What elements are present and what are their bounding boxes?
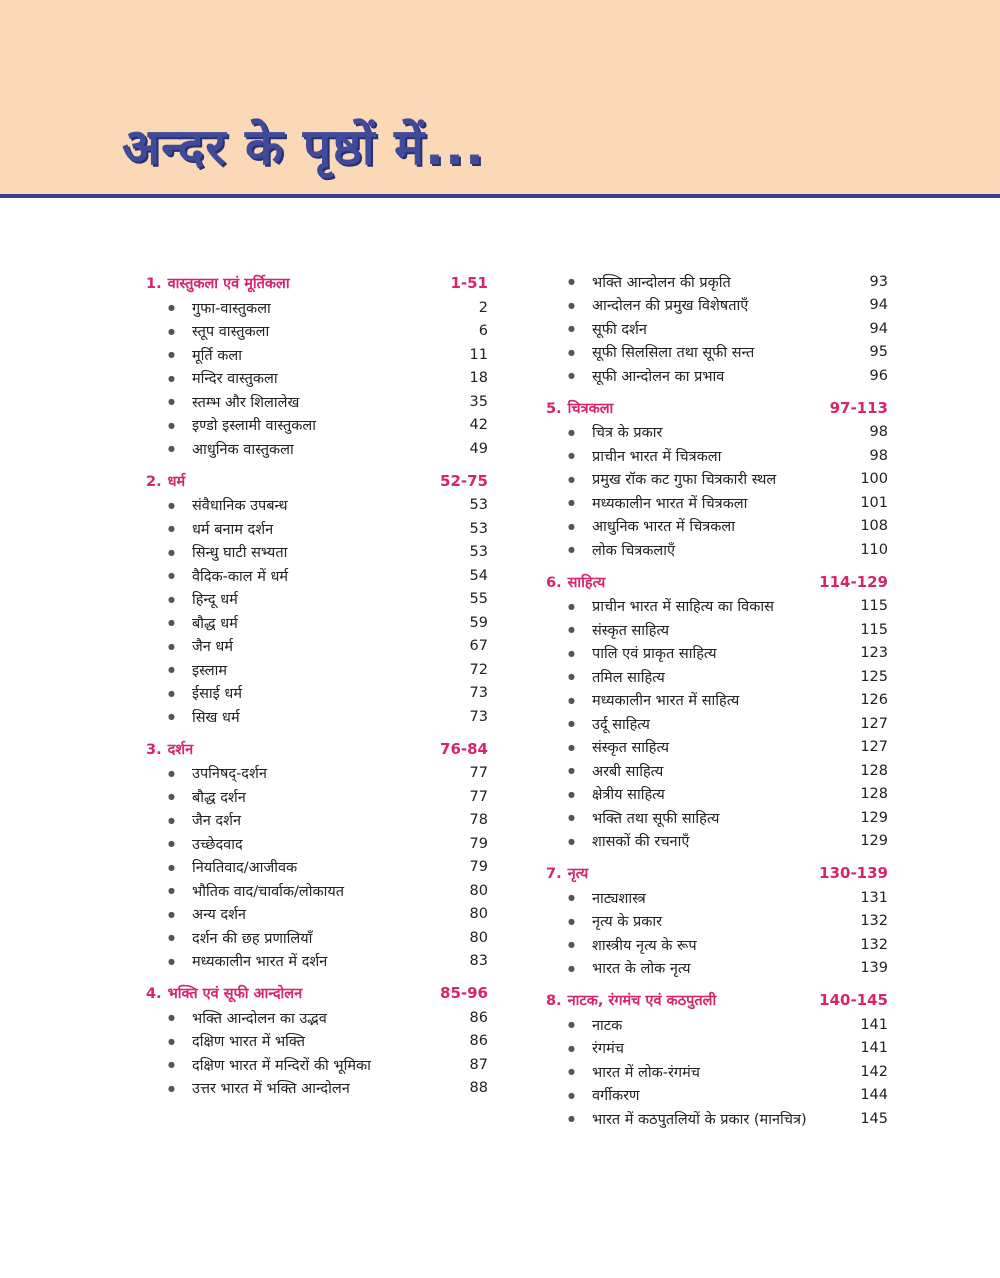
toc-entry[interactable] xyxy=(546,595,888,619)
bullet-icon: ● xyxy=(568,648,575,658)
bullet-icon: ● xyxy=(168,373,175,383)
entry-page-number: 79 xyxy=(469,835,488,852)
bullet-icon: ● xyxy=(168,792,175,802)
toc-entry[interactable] xyxy=(546,665,888,689)
entry-label: चित्र के प्रकार xyxy=(592,425,663,442)
entry-label: स्तूप वास्तुकला xyxy=(192,324,270,341)
bullet-icon: ● xyxy=(568,498,575,508)
entry-label: सूफी आन्दोलन का प्रभाव xyxy=(592,368,725,385)
bullet-icon: ● xyxy=(568,1114,575,1124)
toc-entry[interactable] xyxy=(546,515,888,539)
entry-label: संवैधानिक उपबन्ध xyxy=(192,498,288,515)
section-page-range: 130-139 xyxy=(819,864,888,882)
entry-page-number: 93 xyxy=(869,273,888,290)
toc-entry[interactable] xyxy=(146,541,488,565)
toc-entry[interactable] xyxy=(146,367,488,391)
entry-label: शासकों की रचनाएँ xyxy=(592,834,690,851)
entry-label: हिन्दू धर्म xyxy=(192,592,238,609)
bullet-icon: ● xyxy=(168,444,175,454)
entry-page-number: 86 xyxy=(469,1009,488,1026)
section-number: 1. xyxy=(146,276,162,292)
toc-entry[interactable] xyxy=(546,1107,888,1131)
section-heading[interactable] xyxy=(546,860,888,886)
entry-label: मूर्ति कला xyxy=(192,347,243,364)
entry-label: उर्दू साहित्य xyxy=(592,716,650,733)
section-number: 4. xyxy=(146,986,162,1002)
bullet-icon: ● xyxy=(168,350,175,360)
entry-label: पालि एवं प्राकृत साहित्य xyxy=(592,646,717,663)
entry-page-number: 6 xyxy=(478,323,488,340)
entry-label: उत्तर भारत में भक्ति आन्दोलन xyxy=(192,1081,350,1098)
entry-page-number: 54 xyxy=(469,567,488,584)
entry-label: भक्ति तथा सूफी साहित्य xyxy=(592,810,720,827)
entry-page-number: 126 xyxy=(860,692,888,709)
toc-entry[interactable] xyxy=(146,320,488,344)
toc-entry[interactable] xyxy=(146,762,488,786)
toc-entry[interactable] xyxy=(546,806,888,830)
bullet-icon: ● xyxy=(168,303,175,313)
entry-page-number: 78 xyxy=(469,812,488,829)
entry-label: बौद्ध दर्शन xyxy=(192,789,246,806)
toc-section xyxy=(546,569,888,854)
entry-page-number: 144 xyxy=(860,1087,888,1104)
entry-label: प्राचीन भारत में साहित्य का विकास xyxy=(592,599,774,616)
toc-entry[interactable] xyxy=(146,564,488,588)
entry-page-number: 141 xyxy=(860,1016,888,1033)
entry-label: दक्षिण भारत में भक्ति xyxy=(192,1034,305,1051)
entry-page-number: 108 xyxy=(860,518,888,535)
entry-page-number: 80 xyxy=(469,882,488,899)
toc-entry[interactable] xyxy=(146,414,488,438)
entry-label: भारत में कठपुतलियों के प्रकार (मानचित्र) xyxy=(592,1111,807,1128)
entry-label: इण्डो इस्लामी वास्तुकला xyxy=(192,418,316,435)
entry-label: संस्कृत साहित्य xyxy=(592,740,670,757)
toc-entry[interactable] xyxy=(146,635,488,659)
entry-page-number: 98 xyxy=(869,424,888,441)
section-title: नृत्य xyxy=(567,866,589,882)
toc-entry[interactable] xyxy=(146,682,488,706)
toc-section xyxy=(546,860,888,980)
toc-entry[interactable] xyxy=(546,689,888,713)
entry-label: मध्यकालीन भारत में चित्रकला xyxy=(592,495,748,512)
section-heading[interactable] xyxy=(146,468,488,494)
section-page-range: 140-145 xyxy=(819,991,888,1009)
entry-page-number: 98 xyxy=(869,447,888,464)
entry-page-number: 73 xyxy=(469,685,488,702)
entry-label: भौतिक वाद/चार्वाक/लोकायत xyxy=(192,883,345,900)
toc-entry[interactable] xyxy=(546,421,888,445)
entry-page-number: 87 xyxy=(469,1056,488,1073)
bullet-icon: ● xyxy=(568,371,575,381)
entry-page-number: 49 xyxy=(469,440,488,457)
toc-entry[interactable] xyxy=(146,658,488,682)
bullet-icon: ● xyxy=(568,695,575,705)
bullet-icon: ● xyxy=(568,789,575,799)
entry-label: मध्यकालीन भारत में दर्शन xyxy=(192,954,328,971)
toc-entry[interactable] xyxy=(546,1084,888,1108)
bullet-icon: ● xyxy=(168,1036,175,1046)
entry-page-number: 125 xyxy=(860,668,888,685)
bullet-icon: ● xyxy=(168,571,175,581)
entry-label: लोक चित्रकलाएँ xyxy=(592,542,676,559)
entry-label: नाटक xyxy=(592,1017,623,1034)
bullet-icon: ● xyxy=(168,862,175,872)
entry-label: सूफी सिलसिला तथा सूफी सन्त xyxy=(592,345,755,362)
page-title: अन्दर के पृष्ठों में... xyxy=(122,118,485,176)
bullet-icon: ● xyxy=(168,815,175,825)
entry-label: नाट्यशास्त्र xyxy=(592,890,646,907)
entry-label: क्षेत्रीय साहित्य xyxy=(592,787,665,804)
entry-label: दर्शन की छह प्रणालियाँ xyxy=(192,930,313,947)
toc-entry[interactable] xyxy=(146,856,488,880)
toc-section xyxy=(146,468,488,729)
entry-page-number: 115 xyxy=(860,621,888,638)
entry-page-number: 80 xyxy=(469,929,488,946)
bullet-icon: ● xyxy=(568,719,575,729)
entry-label: प्रमुख रॉक कट गुफा चित्रकारी स्थल xyxy=(592,472,777,489)
entry-page-number: 101 xyxy=(860,494,888,511)
toc-section xyxy=(146,736,488,974)
toc-entry[interactable] xyxy=(546,618,888,642)
entry-label: भक्ति आन्दोलन की प्रकृति xyxy=(592,274,731,291)
bullet-icon: ● xyxy=(568,427,575,437)
entry-page-number: 94 xyxy=(869,297,888,314)
toc-entry[interactable] xyxy=(146,390,488,414)
toc-entry[interactable] xyxy=(546,1037,888,1061)
bullet-icon: ● xyxy=(168,397,175,407)
toc-entry[interactable] xyxy=(546,468,888,492)
bullet-icon: ● xyxy=(568,347,575,357)
entry-page-number: 77 xyxy=(469,765,488,782)
entry-page-number: 132 xyxy=(860,913,888,930)
bullet-icon: ● xyxy=(168,1083,175,1093)
bullet-icon: ● xyxy=(568,893,575,903)
entry-page-number: 96 xyxy=(869,367,888,384)
toc-entry[interactable] xyxy=(146,809,488,833)
entry-label: उच्छेदवाद xyxy=(192,836,243,853)
entry-page-number: 127 xyxy=(860,739,888,756)
toc-entry[interactable] xyxy=(546,444,888,468)
section-number: 7. xyxy=(546,866,562,882)
entry-label: धर्म बनाम दर्शन xyxy=(192,521,274,538)
entry-label: आधुनिक भारत में चित्रकला xyxy=(592,519,736,536)
entry-page-number: 73 xyxy=(469,708,488,725)
entry-page-number: 55 xyxy=(469,591,488,608)
toc-entry[interactable] xyxy=(146,343,488,367)
entry-page-number: 67 xyxy=(469,638,488,655)
toc-entry[interactable] xyxy=(546,886,888,910)
bullet-icon: ● xyxy=(168,547,175,557)
section-page-range: 85-96 xyxy=(440,984,488,1002)
toc-entry[interactable] xyxy=(546,317,888,341)
entry-page-number: 11 xyxy=(469,346,488,363)
entry-page-number: 83 xyxy=(469,953,488,970)
entry-label: सिख धर्म xyxy=(192,709,240,726)
bullet-icon: ● xyxy=(168,933,175,943)
toc-entry[interactable] xyxy=(546,712,888,736)
toc-entry[interactable] xyxy=(146,903,488,927)
toc-entry[interactable] xyxy=(146,879,488,903)
toc-entry[interactable] xyxy=(546,538,888,562)
bullet-icon: ● xyxy=(568,625,575,635)
entry-label: उपनिषद्-दर्शन xyxy=(192,766,267,783)
toc-entry[interactable] xyxy=(146,950,488,974)
toc-entry[interactable] xyxy=(546,364,888,388)
toc-entry[interactable] xyxy=(146,494,488,518)
toc-column-left xyxy=(146,270,488,1100)
toc-entry[interactable] xyxy=(546,642,888,666)
toc-section xyxy=(146,270,488,461)
section-page-range: 52-75 xyxy=(440,471,488,490)
entry-label: अन्य दर्शन xyxy=(192,907,246,924)
entry-label: जैन धर्म xyxy=(192,639,234,656)
toc-entry[interactable] xyxy=(146,437,488,461)
entry-page-number: 86 xyxy=(469,1033,488,1050)
entry-label: मध्यकालीन भारत में साहित्य xyxy=(592,693,740,710)
toc-entry[interactable] xyxy=(146,785,488,809)
toc-column-right xyxy=(546,270,888,1131)
entry-page-number: 132 xyxy=(860,936,888,953)
bullet-icon: ● xyxy=(168,500,175,510)
bullet-icon: ● xyxy=(568,836,575,846)
entry-label: सूफी दर्शन xyxy=(592,321,647,338)
entry-page-number: 94 xyxy=(869,320,888,337)
entry-label: सिन्धु घाटी सभ्यता xyxy=(192,545,288,562)
toc-entry[interactable] xyxy=(546,736,888,760)
bullet-icon: ● xyxy=(568,277,575,287)
bullet-icon: ● xyxy=(168,326,175,336)
header-divider xyxy=(0,194,1000,198)
entry-label: जैन दर्शन xyxy=(192,813,242,830)
entry-page-number: 123 xyxy=(860,645,888,662)
entry-page-number: 59 xyxy=(469,614,488,631)
entry-page-number: 145 xyxy=(860,1110,888,1127)
bullet-icon: ● xyxy=(168,420,175,430)
entry-label: गुफा-वास्तुकला xyxy=(192,300,271,317)
section-number: 3. xyxy=(146,741,162,758)
bullet-icon: ● xyxy=(568,451,575,461)
section-title: वास्तुकला एवं मूर्तिकला xyxy=(167,276,290,292)
entry-label: ईसाई धर्म xyxy=(192,686,242,703)
toc-entry[interactable] xyxy=(546,759,888,783)
toc-entry[interactable] xyxy=(146,588,488,612)
bullet-icon: ● xyxy=(168,641,175,651)
section-heading[interactable] xyxy=(546,569,888,595)
bullet-icon: ● xyxy=(168,839,175,849)
bullet-icon: ● xyxy=(568,1020,575,1030)
section-page-range: 97-113 xyxy=(829,398,888,417)
section-page-range: 114-129 xyxy=(819,572,888,591)
section-heading[interactable] xyxy=(146,980,488,1006)
section-title: नाटक, रंगमंच एवं कठपुतली xyxy=(567,993,717,1009)
toc-entry[interactable] xyxy=(546,830,888,854)
bullet-icon: ● xyxy=(568,766,575,776)
bullet-icon: ● xyxy=(568,521,575,531)
section-heading[interactable] xyxy=(546,987,888,1013)
bullet-icon: ● xyxy=(568,742,575,752)
entry-page-number: 142 xyxy=(860,1063,888,1080)
entry-page-number: 72 xyxy=(469,661,488,678)
entry-page-number: 2 xyxy=(478,299,488,316)
toc-section xyxy=(146,980,488,1100)
entry-label: इस्लाम xyxy=(192,662,228,679)
toc-entry[interactable] xyxy=(146,296,488,320)
toc-entry[interactable] xyxy=(546,1060,888,1084)
section-number: 6. xyxy=(546,574,562,591)
entry-page-number: 88 xyxy=(469,1080,488,1097)
toc-entry[interactable] xyxy=(546,910,888,934)
bullet-icon: ● xyxy=(568,324,575,334)
toc-entry[interactable] xyxy=(546,270,888,294)
entry-page-number: 141 xyxy=(860,1040,888,1057)
bullet-icon: ● xyxy=(168,1060,175,1070)
bullet-icon: ● xyxy=(168,956,175,966)
section-heading[interactable] xyxy=(146,270,488,296)
bullet-icon: ● xyxy=(168,1013,175,1023)
entry-page-number: 35 xyxy=(469,393,488,410)
bullet-icon: ● xyxy=(568,1043,575,1053)
entry-label: स्तम्भ और शिलालेख xyxy=(192,394,300,411)
entry-page-number: 139 xyxy=(860,960,888,977)
entry-page-number: 115 xyxy=(860,598,888,615)
entry-label: नियतिवाद/आजीवक xyxy=(192,860,298,877)
bullet-icon: ● xyxy=(568,601,575,611)
entry-page-number: 79 xyxy=(469,859,488,876)
toc-entry[interactable] xyxy=(146,832,488,856)
toc-entry[interactable] xyxy=(546,341,888,365)
bullet-icon: ● xyxy=(168,886,175,896)
bullet-icon: ● xyxy=(168,618,175,628)
toc-entry[interactable] xyxy=(146,1030,488,1054)
entry-label: वैदिक-काल में धर्म xyxy=(192,568,289,585)
bullet-icon: ● xyxy=(568,813,575,823)
entry-page-number: 95 xyxy=(869,344,888,361)
toc-entry[interactable] xyxy=(146,705,488,729)
toc-entry[interactable] xyxy=(146,1053,488,1077)
toc-entry[interactable] xyxy=(546,1013,888,1037)
entry-page-number: 128 xyxy=(860,786,888,803)
toc-section xyxy=(546,270,888,388)
bullet-icon: ● xyxy=(168,594,175,604)
section-title: चित्रकला xyxy=(567,400,614,417)
entry-page-number: 53 xyxy=(469,497,488,514)
bullet-icon: ● xyxy=(568,672,575,682)
entry-page-number: 131 xyxy=(860,889,888,906)
toc-entry[interactable] xyxy=(546,294,888,318)
entry-page-number: 127 xyxy=(860,715,888,732)
bullet-icon: ● xyxy=(168,665,175,675)
section-heading[interactable] xyxy=(546,395,888,421)
entry-label: आन्दोलन की प्रमुख विशेषताएँ xyxy=(592,298,749,315)
toc-entry[interactable] xyxy=(146,1006,488,1030)
entry-page-number: 77 xyxy=(469,788,488,805)
entry-page-number: 110 xyxy=(860,541,888,558)
section-title: धर्म xyxy=(167,473,186,490)
toc-entry[interactable] xyxy=(546,783,888,807)
entry-page-number: 128 xyxy=(860,762,888,779)
toc-entry[interactable] xyxy=(146,517,488,541)
entry-label: तमिल साहित्य xyxy=(592,669,665,686)
entry-label: शास्त्रीय नृत्य के रूप xyxy=(592,937,697,954)
section-number: 5. xyxy=(546,400,562,417)
bullet-icon: ● xyxy=(168,712,175,722)
toc-section xyxy=(546,395,888,562)
toc-section xyxy=(546,987,888,1131)
bullet-icon: ● xyxy=(568,300,575,310)
entry-page-number: 80 xyxy=(469,906,488,923)
entry-page-number: 100 xyxy=(860,471,888,488)
entry-label: नृत्य के प्रकार xyxy=(592,914,663,931)
entry-label: दक्षिण भारत में मन्दिरों की भूमिका xyxy=(192,1057,371,1074)
toc-entry[interactable] xyxy=(546,933,888,957)
entry-label: भारत में लोक-रंगमंच xyxy=(592,1064,700,1081)
toc-entry[interactable] xyxy=(546,491,888,515)
bullet-icon: ● xyxy=(568,963,575,973)
section-number: 2. xyxy=(146,473,162,490)
entry-page-number: 129 xyxy=(860,809,888,826)
entry-page-number: 53 xyxy=(469,520,488,537)
entry-page-number: 42 xyxy=(469,417,488,434)
bullet-icon: ● xyxy=(568,916,575,926)
entry-page-number: 18 xyxy=(469,370,488,387)
section-title: साहित्य xyxy=(567,574,606,591)
section-title: दर्शन xyxy=(167,741,194,758)
entry-page-number: 53 xyxy=(469,544,488,561)
toc-entry[interactable] xyxy=(146,1077,488,1101)
entry-label: वर्गीकरण xyxy=(592,1088,640,1105)
bullet-icon: ● xyxy=(568,1067,575,1077)
entry-label: संस्कृत साहित्य xyxy=(592,622,670,639)
section-heading[interactable] xyxy=(146,736,488,762)
bullet-icon: ● xyxy=(168,524,175,534)
bullet-icon: ● xyxy=(168,909,175,919)
bullet-icon: ● xyxy=(568,474,575,484)
toc-entry[interactable] xyxy=(146,926,488,950)
bullet-icon: ● xyxy=(568,545,575,555)
entry-label: मन्दिर वास्तुकला xyxy=(192,371,278,388)
toc-entry[interactable] xyxy=(146,611,488,635)
entry-label: भारत के लोक नृत्य xyxy=(592,961,691,978)
entry-page-number: 129 xyxy=(860,833,888,850)
entry-label: आधुनिक वास्तुकला xyxy=(192,441,294,458)
bullet-icon: ● xyxy=(568,1090,575,1100)
bullet-icon: ● xyxy=(568,940,575,950)
entry-label: अरबी साहित्य xyxy=(592,763,664,780)
entry-label: भक्ति आन्दोलन का उद्भव xyxy=(192,1010,327,1027)
bullet-icon: ● xyxy=(168,688,175,698)
toc-entry[interactable] xyxy=(546,957,888,981)
section-page-range: 1-51 xyxy=(450,274,488,292)
entry-label: रंगमंच xyxy=(592,1041,624,1058)
section-title: भक्ति एवं सूफी आन्दोलन xyxy=(167,986,303,1002)
bullet-icon: ● xyxy=(168,768,175,778)
section-page-range: 76-84 xyxy=(440,739,488,758)
entry-label: प्राचीन भारत में चित्रकला xyxy=(592,448,722,465)
entry-label: बौद्ध धर्म xyxy=(192,615,238,632)
section-number: 8. xyxy=(546,993,562,1009)
